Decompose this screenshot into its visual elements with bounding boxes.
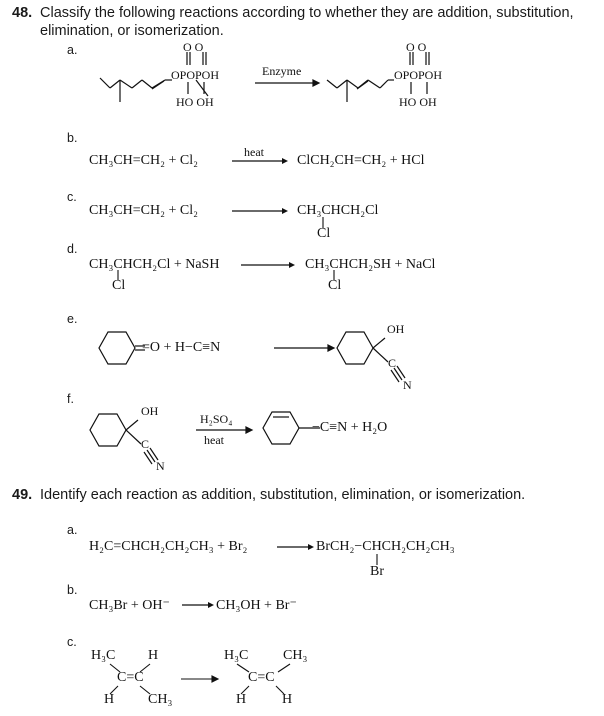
q48a-right-phosphate-top: O O xyxy=(406,40,427,54)
q49c-label: c. xyxy=(67,635,77,649)
q48f-condition-bottom: heat xyxy=(204,433,224,447)
q48f-products: −C≡N + H₂O xyxy=(312,420,388,435)
q48-text-line2: elimination, or isomerization. xyxy=(40,23,224,39)
q48a-right-phosphate-mid: OPOPOH xyxy=(394,68,443,82)
q48d-label: d. xyxy=(67,242,78,256)
q48a-enzyme: Enzyme xyxy=(262,64,302,78)
q48d-reactant-sub: Cl xyxy=(112,278,126,293)
q48b-label: b. xyxy=(67,131,78,145)
q49c-right-tl: H₃C xyxy=(224,648,249,663)
q48a-label: a. xyxy=(67,43,78,57)
q49b-reactants: CH₃Br + OH⁻ xyxy=(89,598,170,613)
q48a-left-phosphate-mid: OPOPOH xyxy=(171,68,220,82)
q49b-products: CH₃OH + Br⁻ xyxy=(216,598,297,613)
q49c-right-br: H xyxy=(282,692,293,707)
q48c-reactants: CH₃CH=CH₂ + Cl₂ xyxy=(89,203,199,218)
q48c-product-sub: Cl xyxy=(317,226,331,241)
q48f-reactant-n: N xyxy=(156,459,165,473)
q48-text-line1: Classify the following reactions according to whether they are addition, substitution, xyxy=(40,5,574,21)
q49c-left-br: CH₃ xyxy=(148,692,173,707)
q48e-product-n: N xyxy=(403,378,412,392)
q49c-left-bl: H xyxy=(104,692,115,707)
q48d-product-sub: Cl xyxy=(328,278,342,293)
q49a-products: BrCH₂−CHCH₂CH₂CH₃ xyxy=(316,539,455,554)
q49-text: Identify each reaction as addition, substitution, elimination, or isomerization. xyxy=(40,487,526,503)
q48d-reactants: CH₃CHCH₂Cl + NaSH xyxy=(89,257,220,272)
q48c-label: c. xyxy=(67,190,77,204)
q49c-left-cc: C=C xyxy=(117,670,144,685)
q48e-product-c: C xyxy=(388,356,397,370)
q48f-condition-top: H₂SO₄ xyxy=(200,412,233,426)
q49c-left-tl: H₃C xyxy=(91,648,116,663)
q49c-right-cc: C=C xyxy=(248,670,275,685)
q48b-reactants: CH₃CH=CH₂ + Cl₂ xyxy=(89,153,199,168)
q48a-left-phosphate-bot: HO OH xyxy=(176,95,214,109)
q49c-right-bl: H xyxy=(236,692,247,707)
q49a-reactants: H₂C=CHCH₂CH₂CH₃ + Br₂ xyxy=(89,539,248,554)
q48a-right-phosphate-bot: HO OH xyxy=(399,95,437,109)
q48b-condition: heat xyxy=(244,145,264,159)
q48e-label: e. xyxy=(67,312,78,326)
q48f-reactant-oh: OH xyxy=(141,404,159,418)
q49b-label: b. xyxy=(67,583,78,597)
q48e-reactants: =O + H−C≡N xyxy=(142,340,221,355)
q48c-product: CH₃CHCH₂Cl xyxy=(297,203,379,218)
q48b-products: ClCH₂CH=CH₂ + HCl xyxy=(297,153,425,168)
q48d-products: CH₃CHCH₂SH + NaCl xyxy=(305,257,436,272)
q49-number: 49. xyxy=(12,487,33,503)
q48a-left-phosphate-top: O O xyxy=(183,40,204,54)
q48-number: 48. xyxy=(12,5,33,21)
q48f-label: f. xyxy=(67,392,74,406)
q48e-product-oh: OH xyxy=(387,322,405,336)
q49c-right-tr: CH₃ xyxy=(283,648,308,663)
q48f-reactant-c: C xyxy=(141,437,150,451)
q49a-product-sub: Br xyxy=(370,564,384,579)
q49a-label: a. xyxy=(67,523,78,537)
q49c-left-tr: H xyxy=(148,648,159,663)
